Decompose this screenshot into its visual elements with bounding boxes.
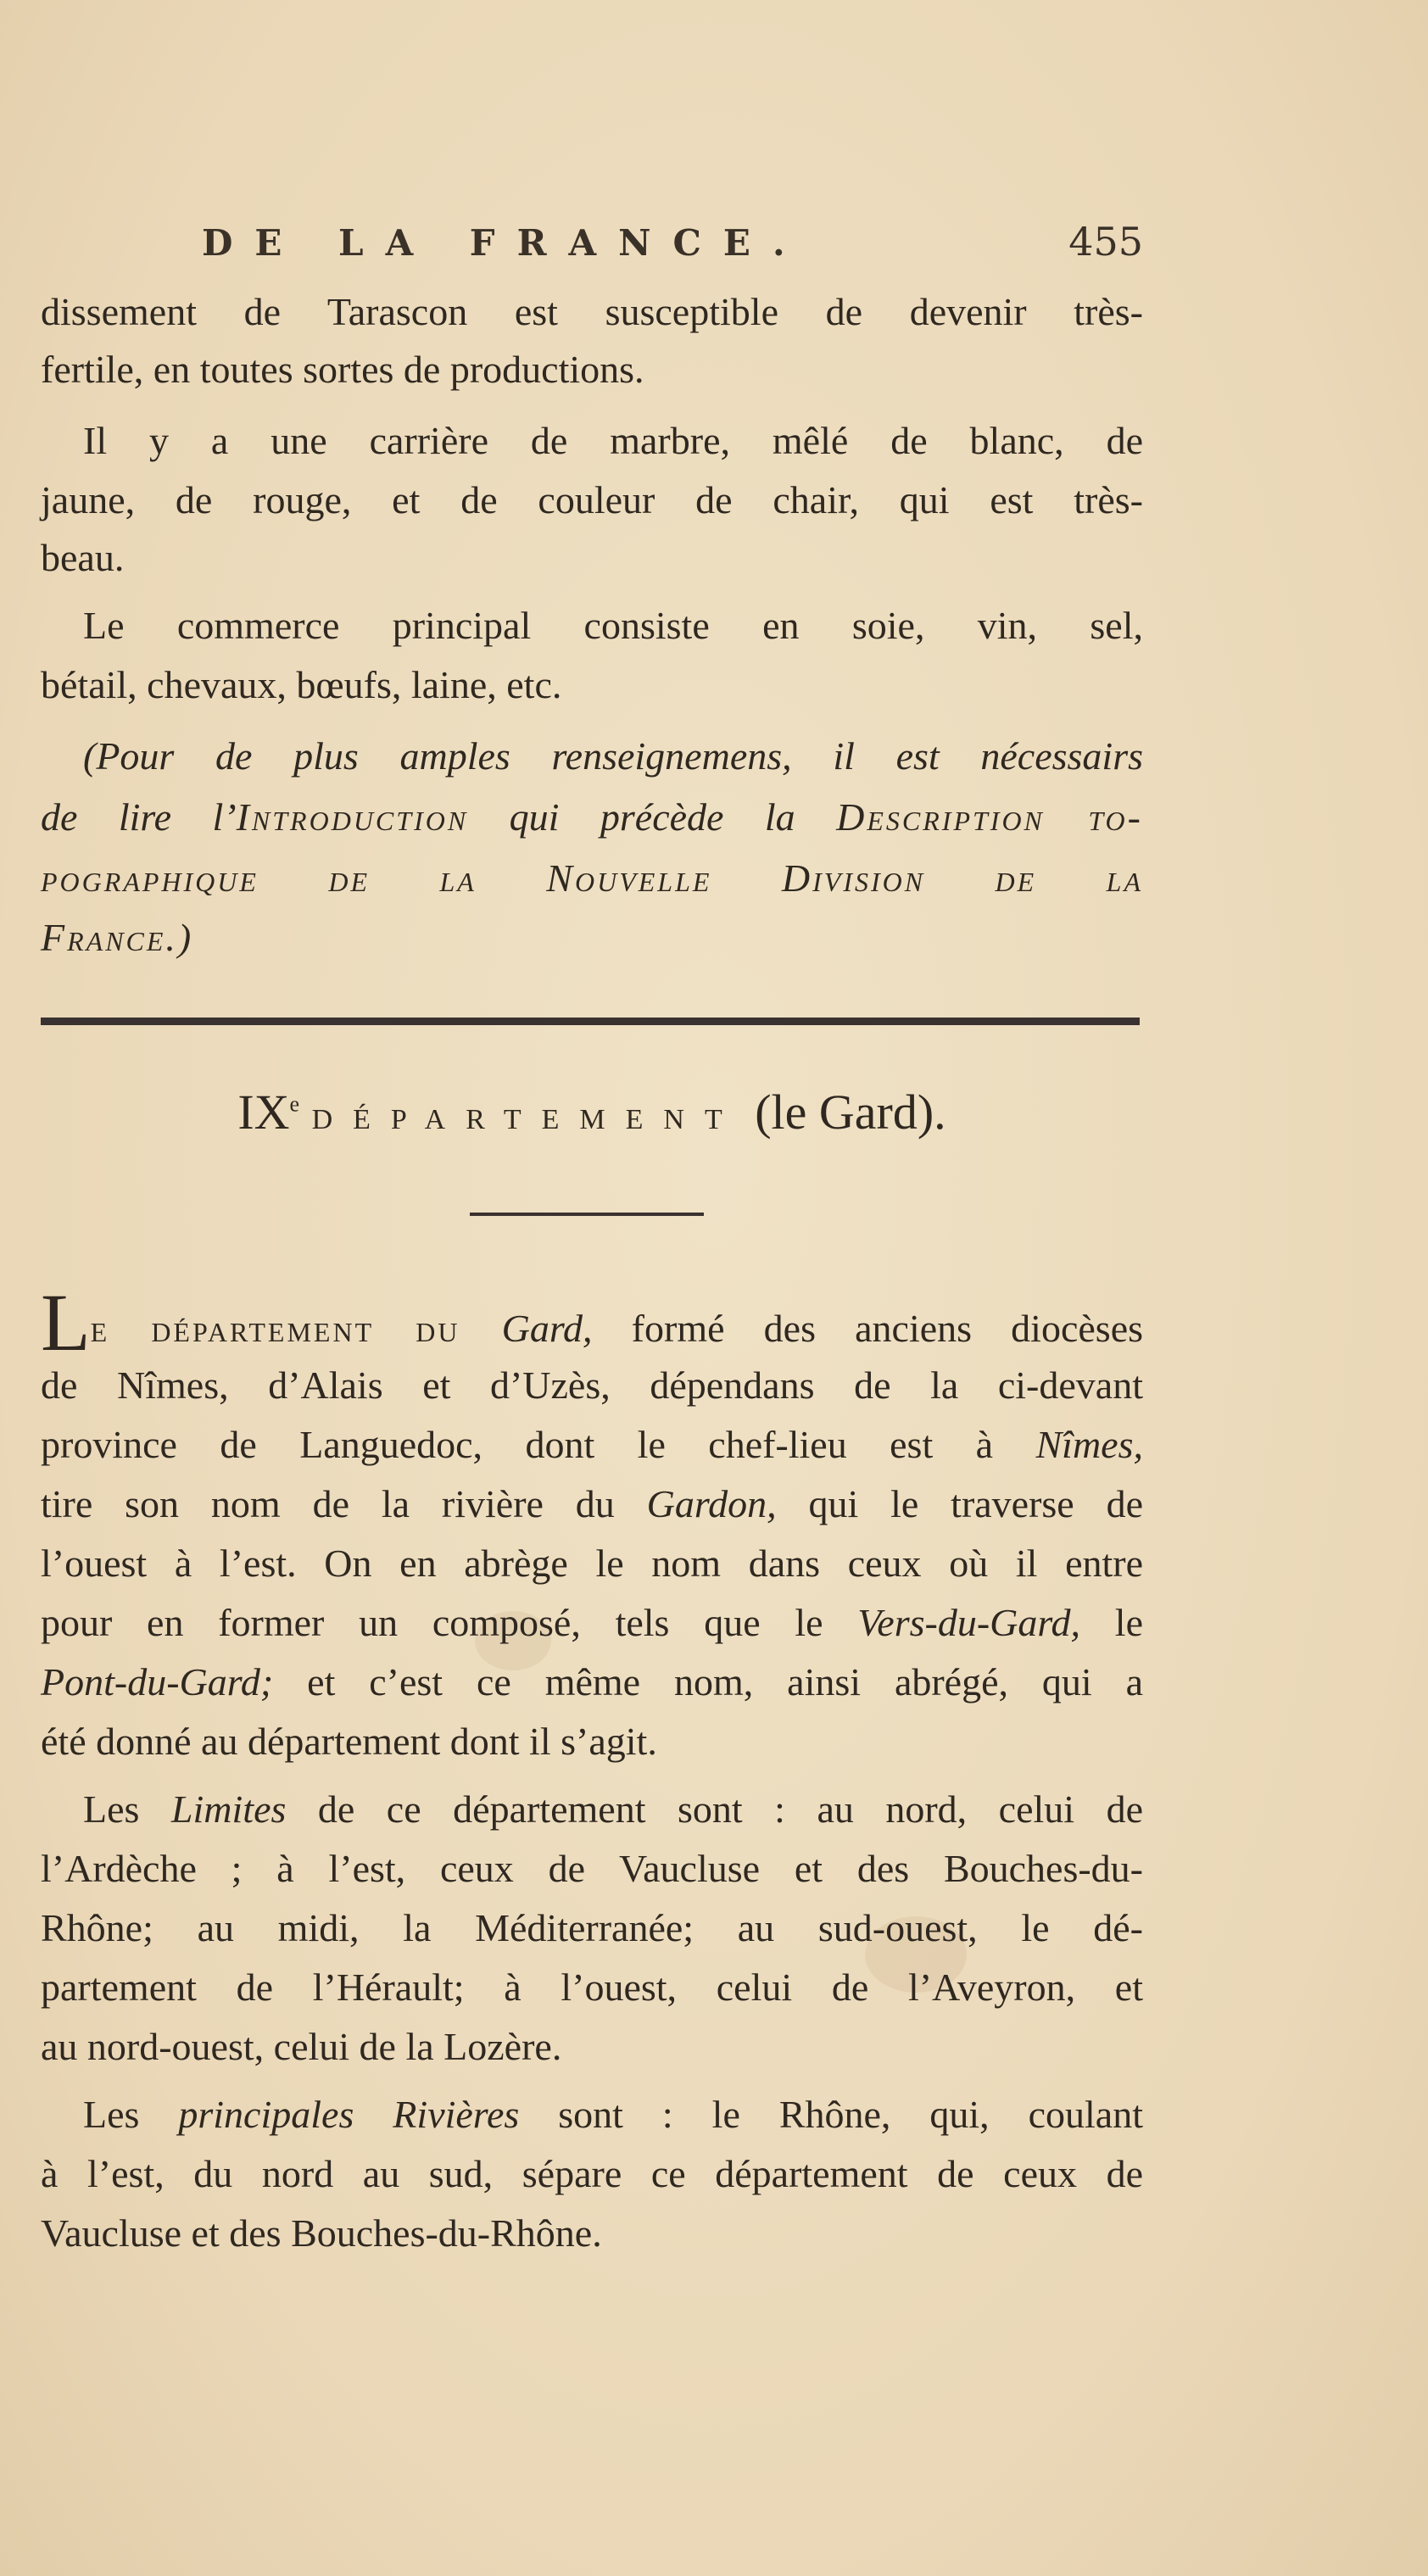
note-text: qui précède la <box>468 795 837 839</box>
body-text: formé des anciens diocèses <box>592 1307 1144 1350</box>
body-text: sont : le Rhône, qui, coulant <box>519 2093 1144 2136</box>
note-line: pographique de la Nouvelle Division de la <box>41 856 1143 900</box>
body-text: Vers-du-Gard, <box>857 1601 1081 1644</box>
running-head <box>41 219 1143 270</box>
body-text: de ce département sont : au nord, celui de <box>286 1787 1143 1831</box>
body-text: pour en former un composé, tels que le <box>41 1601 858 1644</box>
text-line <box>41 2089 1143 2140</box>
note-text: Description to- <box>836 795 1143 839</box>
department-numeral-suffix: e <box>289 1091 300 1117</box>
body-text: e département du <box>90 1307 502 1350</box>
text-line <box>41 1657 1143 1708</box>
text-line: l’ouest à l’est. On en abrège le nom dans ceux où il entre <box>41 1542 1143 1585</box>
text-line: été donné au département dont il s’agit. <box>41 1720 657 1763</box>
drop-cap: L <box>41 1277 91 1368</box>
text-line: Il y a une carrière de marbre, mêlé de blanc, de <box>83 419 1143 462</box>
text-line: partement de l’Hérault; à l’ouest, celui de l’Aveyron, et <box>41 1965 1143 2009</box>
department-heading <box>41 1084 1143 1140</box>
text-line <box>41 1479 1143 1530</box>
text-line: Le commerce principal consiste en soie, vin, sel, <box>83 604 1143 647</box>
body-text: le <box>1080 1601 1143 1644</box>
text-line <box>41 1419 1143 1470</box>
text-line: bétail, chevaux, bœufs, laine, etc. <box>41 663 562 706</box>
text-line <box>41 1597 1143 1648</box>
text-line: au nord-ouest, celui de la Lozère. <box>41 2025 562 2068</box>
text-line: dissement de Tarascon est susceptible de devenir très- <box>41 290 1143 333</box>
body-text: Les <box>83 2093 179 2136</box>
note-line: France.) <box>41 916 194 959</box>
page-number: 455 <box>1068 219 1143 265</box>
note-line: (Pour de plus amples renseignemens, il est nécessairs <box>83 734 1143 778</box>
text-line: jaune, de rouge, et de couleur de chair, qui est très- <box>41 478 1143 521</box>
text-line: beau. <box>41 536 125 579</box>
text-line: fertile, en toutes sortes de productions. <box>41 348 644 391</box>
text-line <box>41 1784 1143 1835</box>
text-line: de Nîmes, d’Alais et d’Uzès, dépendans de la ci-devant <box>41 1363 1143 1407</box>
text-line <box>41 1277 1144 1368</box>
body-text: tire son nom de la rivière du <box>41 1482 647 1525</box>
department-name: (le Gard). <box>755 1084 946 1140</box>
department-word: DÉPARTEMENT <box>311 1104 743 1135</box>
body-text: Les <box>83 1787 171 1831</box>
body-text: et c’est ce même nom, ainsi abrégé, qui a <box>273 1660 1143 1703</box>
text-line: Vaucluse et des Bouches-du-Rhône. <box>41 2211 602 2255</box>
note-line <box>41 792 1143 843</box>
body-text: Nîmes, <box>1035 1423 1143 1466</box>
department-numeral: IX <box>237 1084 290 1140</box>
note-text: Introduction <box>236 795 469 839</box>
body-text: province de Languedoc, dont le chef-lieu est à <box>41 1423 1036 1466</box>
running-title: DE LA FRANCE. <box>202 222 807 264</box>
text-line: Rhône; au midi, la Méditerranée; au sud-ouest, le dé- <box>41 1906 1143 1949</box>
body-text: Gard, <box>501 1307 593 1350</box>
heading-underline <box>470 1213 704 1216</box>
text-line: à l’est, du nord au sud, sépare ce département de ceux de <box>41 2152 1143 2195</box>
note-text: de lire l’ <box>41 795 237 839</box>
body-text: Limites <box>170 1787 287 1831</box>
text-line: l’Ardèche ; à l’est, ceux de Vaucluse et des Bouches-du- <box>41 1847 1143 1890</box>
body-text: qui le traverse de <box>776 1482 1144 1525</box>
body-text: Pont-du-Gard; <box>41 1660 274 1703</box>
body-text: principales Rivières <box>178 2093 520 2136</box>
section-divider <box>41 1018 1140 1025</box>
body-text: Gardon, <box>646 1482 777 1525</box>
